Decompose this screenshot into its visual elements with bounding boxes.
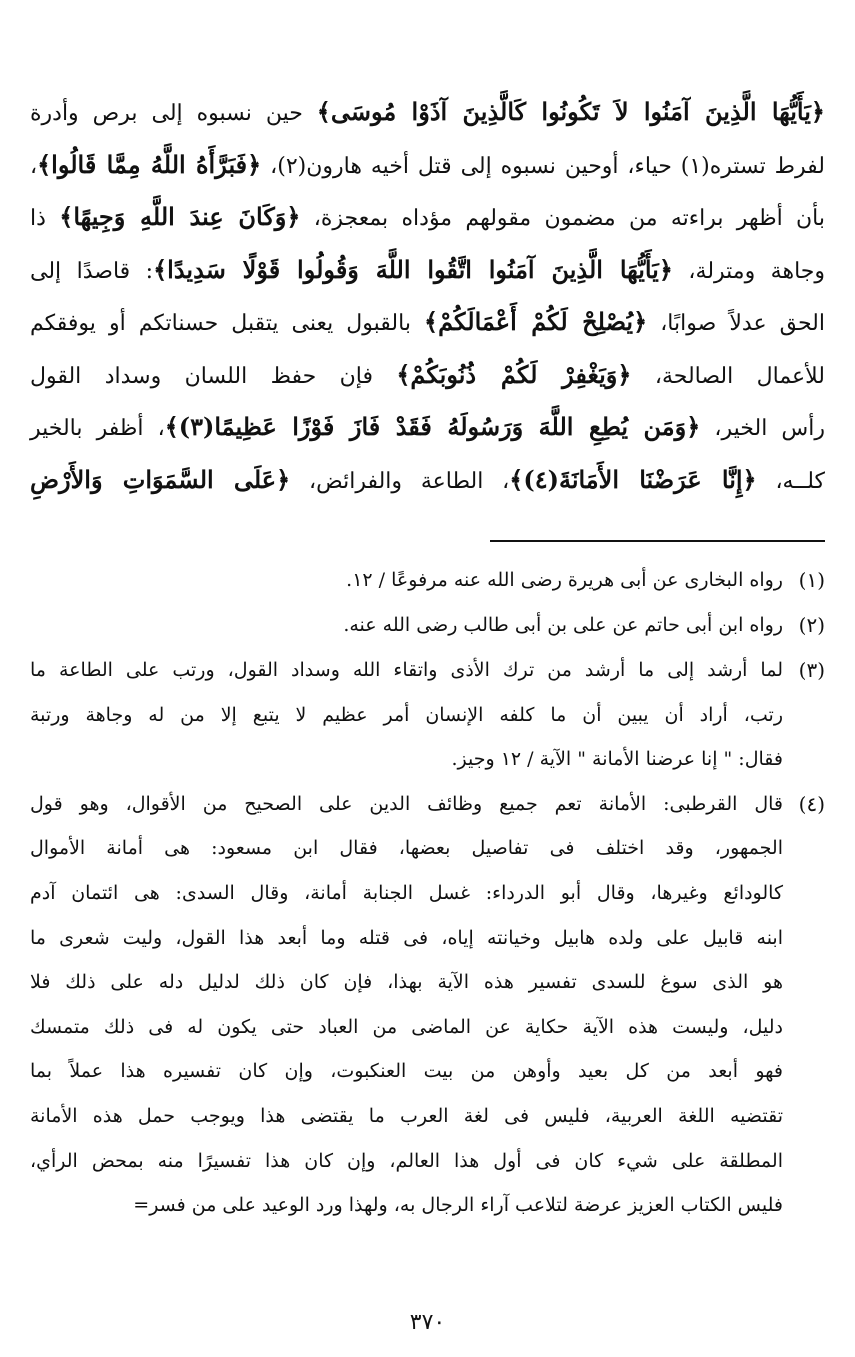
commentary-segment: رأس الخير،: [700, 416, 826, 441]
footnote-line: المطلقة على شيء كان فى أول هذا العالم، وإن كان هذا تفسيرًا منه بمحض الرأي،: [30, 1149, 783, 1172]
quran-verse-segment: ﴿فَبَرَّأَهُ اللَّهُ مِمَّا قَالُوا﴾: [37, 149, 262, 179]
text-line: [30, 139, 825, 192]
footnote-line: هو الذى سوغ للسدى تفسير هذه الآية بهذا، فإن كان ذلك لدليل دله على ذلك فلا: [30, 971, 783, 994]
footnote-line: رواه ابن أبى حاتم عن على بن أبى طالب رضى الله عنه.: [343, 614, 783, 636]
quran-verse-segment: ﴿وَيَغْفِرْ لَكُمْ ذُنُوبَكُمْ﴾: [396, 359, 632, 389]
main-text-body: [30, 86, 825, 506]
commentary-segment: ،: [30, 153, 38, 179]
commentary-segment: وجاهة ومترلة،: [672, 258, 826, 284]
page-number: ٣٧٠: [409, 1310, 446, 1335]
quran-verse-segment: ﴿يَأَيُّهَا الَّذِينَ آمَنُوا لاَ تَكُونُوا كَالَّذِينَ آذَوْا مُوسَى﴾: [316, 97, 825, 126]
footnote-line: كالودائع وغيرها، وقال أبو الدرداء: غسل الجنابة أمانة، وقال السدى: هى ائتمان آدم: [30, 881, 783, 904]
footnote: [30, 603, 825, 648]
footnote-line: رتب، أراد أن يبين أن ما كلفه الإنسان أمر عظيم لا يتبع إلا من له وجاهة ورتبة: [30, 703, 783, 726]
footnote-body: [30, 603, 783, 648]
commentary-segment: حين نسبوه إلى برص وأدرة: [30, 101, 317, 126]
footnote-body: [30, 782, 783, 1228]
footnote: [30, 648, 825, 782]
text-line: [30, 296, 825, 349]
footnote-line: الجمهور، وقد اختلف فى تفاصيل بعضها، فقال ابن مسعود: هى أمانة الأموال: [30, 837, 783, 860]
commentary-segment: للأعمال الصالحة،: [631, 363, 826, 389]
commentary-segment: ، الطاعة والفرائض،: [290, 468, 510, 494]
footnote-number: (٤): [798, 791, 825, 816]
text-line: [30, 86, 825, 139]
quran-verse-segment: ﴿وَمَن يُطِعِ اللَّهَ وَرَسُولَهُ فَقَدْ فَازَ فَوْزًا عَظِيمًا(٣)﴾: [164, 412, 701, 441]
commentary-segment: ، أظفر بالخير: [30, 416, 165, 441]
quran-verse-segment: ﴿يَأَيُّهَا الَّذِينَ آمَنُوا اتَّقُوا اللَّهَ وَقُولُوا قَوْلًا سَدِيدًا﴾: [153, 254, 673, 284]
footnote: [30, 558, 825, 603]
footnote-body: [30, 648, 783, 782]
footnote-line: رواه البخارى عن أبى هريرة رضى الله عنه مرفوعًا / ١٢.: [346, 569, 783, 591]
footnote-line: فليس الكتاب العزيز عرضة لتلاعب آراء الرجال به، ولهذا ورد الوعيد على من فسر=: [133, 1194, 783, 1217]
commentary-segment: فإن حفظ اللسان وسداد القول: [30, 363, 397, 389]
footnote-number: (٢): [798, 613, 825, 637]
text-line: [30, 191, 825, 244]
quran-verse-segment: ﴿عَلَى السَّمَوَاتِ وَالأَرْضِ: [30, 464, 291, 494]
footnote: [30, 782, 825, 1228]
footnote-line: قال القرطبى: الأمانة تعم جميع وظائف الدين على الصحيح من الأقوال، وهو قول: [30, 792, 783, 815]
footnote-line: لما أرشد إلى ما أرشد من ترك الأذى واتقاء الله وسداد القول، ورتب على الطاعة ما: [30, 659, 783, 681]
footnotes-section: [30, 558, 825, 1228]
commentary-segment: بالقبول يعنى يتقبل حسناتكم أو يوفقكم: [30, 311, 425, 336]
commentary-segment: الحق عدلاً صوابًا،: [647, 311, 825, 336]
footnote-number: (٣): [798, 658, 825, 682]
text-line: [30, 454, 825, 507]
commentary-segment: لفرط تستره(١) حياء، أوحين نسبوه إلى قتل أخيه هارون(٢)،: [261, 153, 825, 179]
text-line: [30, 349, 825, 402]
commentary-segment: : قاصدًا إلى: [30, 258, 154, 284]
quran-verse-segment: ﴿يُصْلِحْ لَكُمْ أَعْمَالَكُمْ﴾: [424, 307, 648, 336]
footnote-line: فقال: " إنا عرضنا الأمانة " الآية / ١٢ وجيز.: [451, 748, 783, 771]
quran-verse-segment: ﴿إِنَّا عَرَضْنَا الأَمَانَةَ(٤)﴾: [509, 464, 757, 494]
footnote-line: فهو أبعد من كل بعيد وأوهن من بيت العنكبوت، وإن كان تفسيره هذا عملاً بما: [30, 1060, 783, 1083]
commentary-segment: ذا: [30, 206, 60, 231]
footnote-number: (١): [798, 568, 825, 592]
quran-verse-segment: ﴿وَكَانَ عِندَ اللَّهِ وَجِيهًا﴾: [59, 202, 301, 231]
text-line: [30, 244, 825, 297]
footnote-line: دليل، وليست هذه الآية حكاية عن الماضى من العباد حتى يكون له فى ذلك متمسك: [30, 1015, 783, 1038]
footnote-separator: [490, 540, 825, 542]
footnote-body: [30, 558, 783, 603]
footnote-line: ابنه قابيل على ولده هابيل وخيانته إياه، فى قتله وما أبعد هذا القول، وليت شعرى ما: [30, 926, 783, 949]
commentary-segment: بأن أظهر براءته من مضمون مقولهم مؤداه بمعجزة،: [300, 206, 826, 231]
commentary-segment: كلــه،: [756, 468, 825, 494]
text-line: [30, 401, 825, 454]
footnote-line: تقتضيه اللغة العربية، فليس فى لغة العرب ما يقتضى هذا ويوجب حمل هذه الأمانة: [30, 1104, 783, 1127]
